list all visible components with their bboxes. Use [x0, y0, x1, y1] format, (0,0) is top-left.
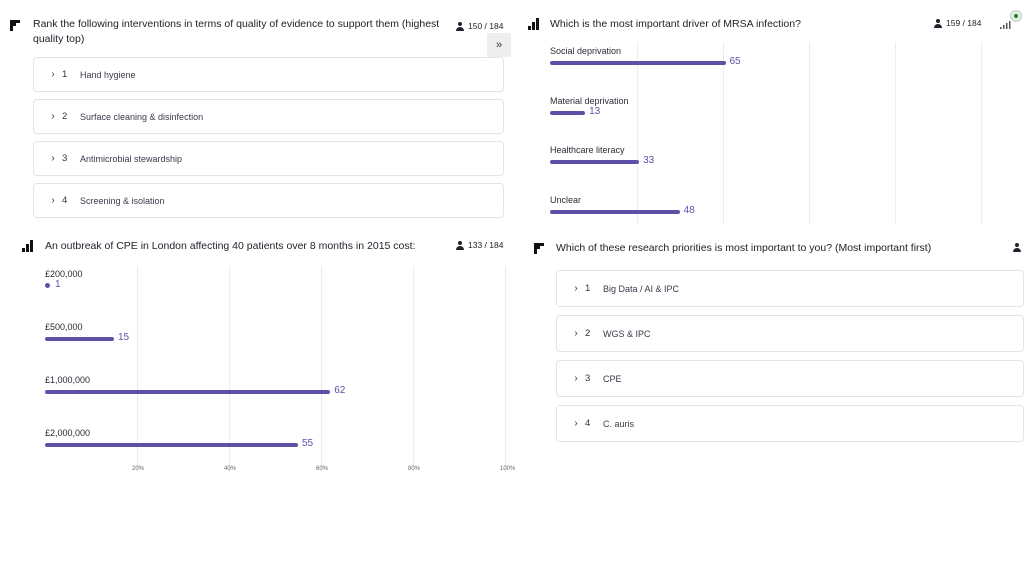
chevron-right-icon: › [574, 283, 578, 294]
rank-item[interactable] [556, 270, 1024, 307]
bar-value-label: 1 [55, 279, 61, 290]
bar [45, 337, 114, 341]
chart-gridline [505, 266, 506, 472]
bar-dot [45, 283, 50, 288]
response-count-text: 133 / 184 [468, 240, 504, 250]
rank-item-label: Surface cleaning & disinfection [80, 111, 204, 122]
chart-gridline [723, 42, 724, 224]
rank-item-label: Antimicrobial stewardship [80, 153, 183, 164]
rank-item-label: WGS & IPC [603, 328, 651, 339]
rank-number: 3 [585, 373, 591, 384]
chart-gridline [637, 42, 638, 224]
signal-icon [1000, 20, 1012, 30]
chart-gridline [413, 266, 414, 472]
bar-chart-icon [528, 18, 540, 30]
person-icon [934, 19, 942, 28]
response-count [934, 18, 981, 28]
chevron-right-icon: › [574, 373, 578, 384]
x-tick-label: 40% [224, 466, 237, 472]
rank-item[interactable] [33, 141, 504, 176]
x-tick-label: 80% [408, 466, 421, 472]
ranking-icon [10, 20, 22, 32]
bar-value-label: 62 [334, 385, 346, 396]
chevron-right-icon: › [51, 69, 55, 80]
rank-item-label: CPE [603, 373, 622, 384]
bar [550, 160, 639, 164]
bar-category-label: £500,000 [45, 322, 83, 332]
chart-gridline [981, 42, 982, 224]
chevron-right-icon: › [51, 111, 55, 122]
chart-gridline [229, 266, 230, 472]
rank-number: 1 [585, 283, 591, 294]
bar-category-label: £200,000 [45, 269, 83, 279]
bar [550, 210, 680, 214]
bar-category-label: Unclear [550, 194, 582, 205]
bar-category-label: Healthcare literacy [550, 145, 625, 155]
bar-value-label: 33 [643, 155, 655, 166]
bar-category-label: £1,000,000 [45, 375, 91, 385]
rank-item-label: Hand hygiene [80, 69, 136, 80]
bar-value-label: 48 [683, 204, 695, 216]
person-icon [456, 241, 464, 250]
rank-item[interactable] [33, 99, 504, 134]
rank-item[interactable] [33, 57, 504, 92]
chart-panel-cpe [0, 228, 512, 478]
bar-value-label: 15 [118, 332, 130, 343]
bar-category-label: Social deprivation [550, 46, 622, 56]
x-tick-label: 20% [132, 466, 145, 472]
rank-item[interactable] [33, 183, 504, 218]
rank-item[interactable] [556, 315, 1024, 352]
person-icon [1013, 243, 1021, 252]
bar-category-label: Material deprivation [550, 95, 629, 106]
rank-item-label: Big Data / AI & IPC [603, 283, 680, 294]
bar-value-label: 55 [302, 438, 314, 449]
response-count [1013, 243, 1021, 252]
bar [45, 390, 330, 394]
question-title: An outbreak of CPE in London affecting 40 patients over 8 months in 2015 cost: [45, 240, 416, 252]
rank-item[interactable] [556, 405, 1024, 442]
chart-gridline [137, 266, 138, 472]
chevron-right-icon: › [51, 153, 55, 164]
rank-number: 4 [62, 195, 68, 206]
bar-chart-icon [22, 240, 34, 252]
expand-button[interactable]: » [487, 33, 511, 57]
chart-gridline [809, 42, 810, 224]
bar-value-label: 13 [589, 105, 601, 117]
x-tick-label: 100% [500, 466, 516, 472]
response-count-text: 150 / 184 [468, 21, 504, 31]
question-title: Rank the following interventions in terms of quality of evidence to support them (highest quality top) [33, 18, 440, 45]
response-count [456, 21, 503, 31]
chevron-right-icon: › [574, 418, 578, 429]
bar [550, 61, 726, 65]
x-tick-label: 60% [316, 466, 329, 472]
bar [550, 111, 585, 115]
rank-number: 4 [585, 418, 591, 429]
rank-number: 1 [62, 69, 68, 80]
status-dot-icon [1010, 10, 1022, 22]
ranking-icon [534, 243, 546, 255]
chevron-right-icon: › [51, 195, 55, 206]
bar-category-label: £2,000,000 [45, 428, 91, 438]
question-title: Which of these research priorities is most important to you? (Most important first) [556, 242, 932, 254]
chevron-right-icon: › [574, 328, 578, 339]
rank-item-label: C. auris [603, 418, 635, 429]
bar [45, 443, 298, 447]
question-title: Which is the most important driver of MRSA infection? [550, 18, 801, 30]
response-count [456, 240, 503, 250]
rank-number: 3 [62, 153, 68, 164]
chart-gridline [895, 42, 896, 224]
rank-item-label: Screening & isolation [80, 195, 165, 206]
rank-number: 2 [62, 111, 68, 122]
bar-value-label: 65 [729, 56, 741, 67]
rank-number: 2 [585, 328, 591, 339]
chart-gridline [321, 266, 322, 472]
person-icon [456, 22, 464, 31]
rank-item[interactable] [556, 360, 1024, 397]
response-count-text: 159 / 184 [946, 18, 982, 28]
